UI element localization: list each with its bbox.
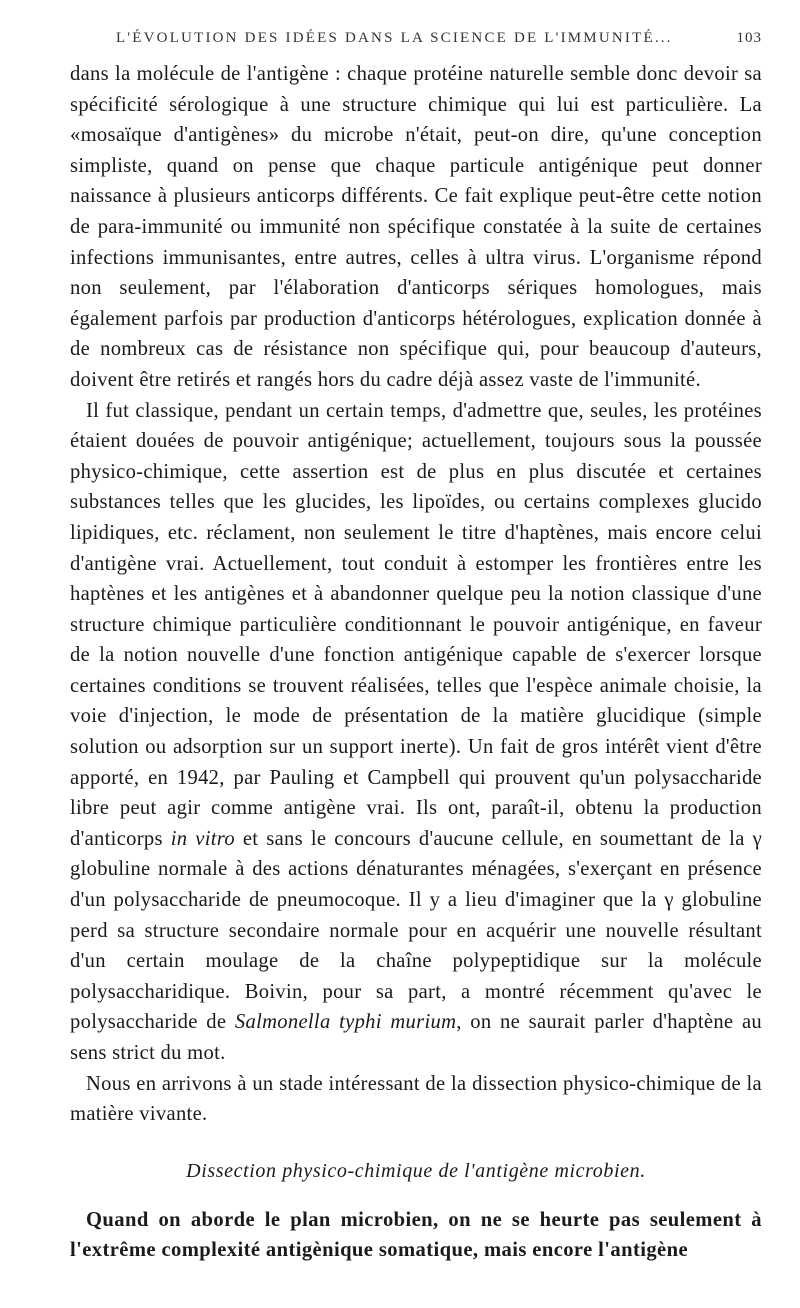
page-number: 103 bbox=[736, 30, 762, 46]
paragraph-2-part-1: Il fut classique, pendant un certain temps, d'admettre que, seules, les protéines étaient douées de pouvoir antigénique; actuellement, toujours sous la poussée physico-chimique, cette assertion est de plus en plus discutée et certaines substances telles que les glucides, les lipoïdes, ou certains complexes glucido lipidiques, etc. réclament, non seulement le titre d'haptènes, mais encore celui d'antigène vrai. Actuellement, tout conduit à estomper les frontières entre les haptènes et les antigènes et à abandonner quelque peu la notion classique d'une structure chimique particulière conditionnant le pouvoir antigénique, en faveur de la notion nouvelle d'une fonction antigénique capable de s'exercer lorsque certaines conditions se trouvent réalisées, telles que l'espèce animale choisie, la voie d'injection, le mode de présentation de la matière glucidique (simple solution ou adsorption sur un support inerte). Un fait de gros intérêt vient d'être apporté, en 1942, par Pauling et Campbell qui prouvent qu'un polysaccharide libre peut agir comme antigène vrai. Ils ont, paraît-il, obtenu la production d'anticorps bbox=[70, 399, 762, 850]
paragraph-2 bbox=[70, 396, 762, 1069]
italic-species-name: Salmonella typhi murium bbox=[234, 1011, 457, 1034]
italic-in-vitro: in vitro bbox=[170, 827, 235, 850]
paragraph-2-part-2: et sans le concours d'aucune cellule, en soumettant de la γ globuline normale à des actions dénaturantes ménagées, s'exerçant en présence d'un polysaccharide de pneumocoque. Il y a lieu d'imaginer que la γ globuline perd sa structure secondaire normale pour en acquérir une nouvelle résultant d'un certain moulage de la chaîne polypeptidique sur la molécule polysaccharidique. Boivin, pour sa part, a montré récemment qu'avec le polysaccharide de bbox=[70, 827, 762, 1034]
paragraph-2-part-3: , on ne saurait parler d'haptène au sens strict du mot. bbox=[70, 1011, 762, 1064]
paragraph-4: Quand on aborde le plan microbien, on ne se heurte pas seulement à l'extrême complexité antigènique somatique, mais encore l'antigène bbox=[70, 1208, 762, 1262]
running-title: L'ÉVOLUTION DES IDÉES DANS LA SCIENCE DE L'IMMUNITÉ... bbox=[116, 30, 673, 46]
paragraph-3: Nous en arrivons à un stade intéressant de la dissection physico-chimique de la matière vivante. bbox=[70, 1072, 762, 1126]
section-heading: Dissection physico-chimique de l'antigène microbien. bbox=[186, 1159, 646, 1182]
paragraph-1: dans la molécule de l'antigène : chaque protéine naturelle semble donc devoir sa spécificité sérologique à une structure chimique qui lui est particulière. La «mosaïque d'antigènes» du microbe n'était, peut-on dire, qu'une conception simpliste, quand on pense que chaque particule antigénique peut donner naissance à plusieurs anticorps différents. Ce fait explique peut-être cette notion de para-immunité ou immunité non spécifique constatée à la suite de certaines infections immunisantes, entre autres, celles à ultra virus. L'organisme répond non seulement, par l'élaboration d'anticorps sériques homologues, mais également parfois par production d'anticorps hétérologues, explication donnée à de nombreux cas de résistance non spécifique qui, pour beaucoup d'auteurs, doivent être retirés et rangés hors du cadre déjà assez vaste de l'immunité. bbox=[70, 63, 762, 391]
running-header bbox=[116, 30, 762, 47]
